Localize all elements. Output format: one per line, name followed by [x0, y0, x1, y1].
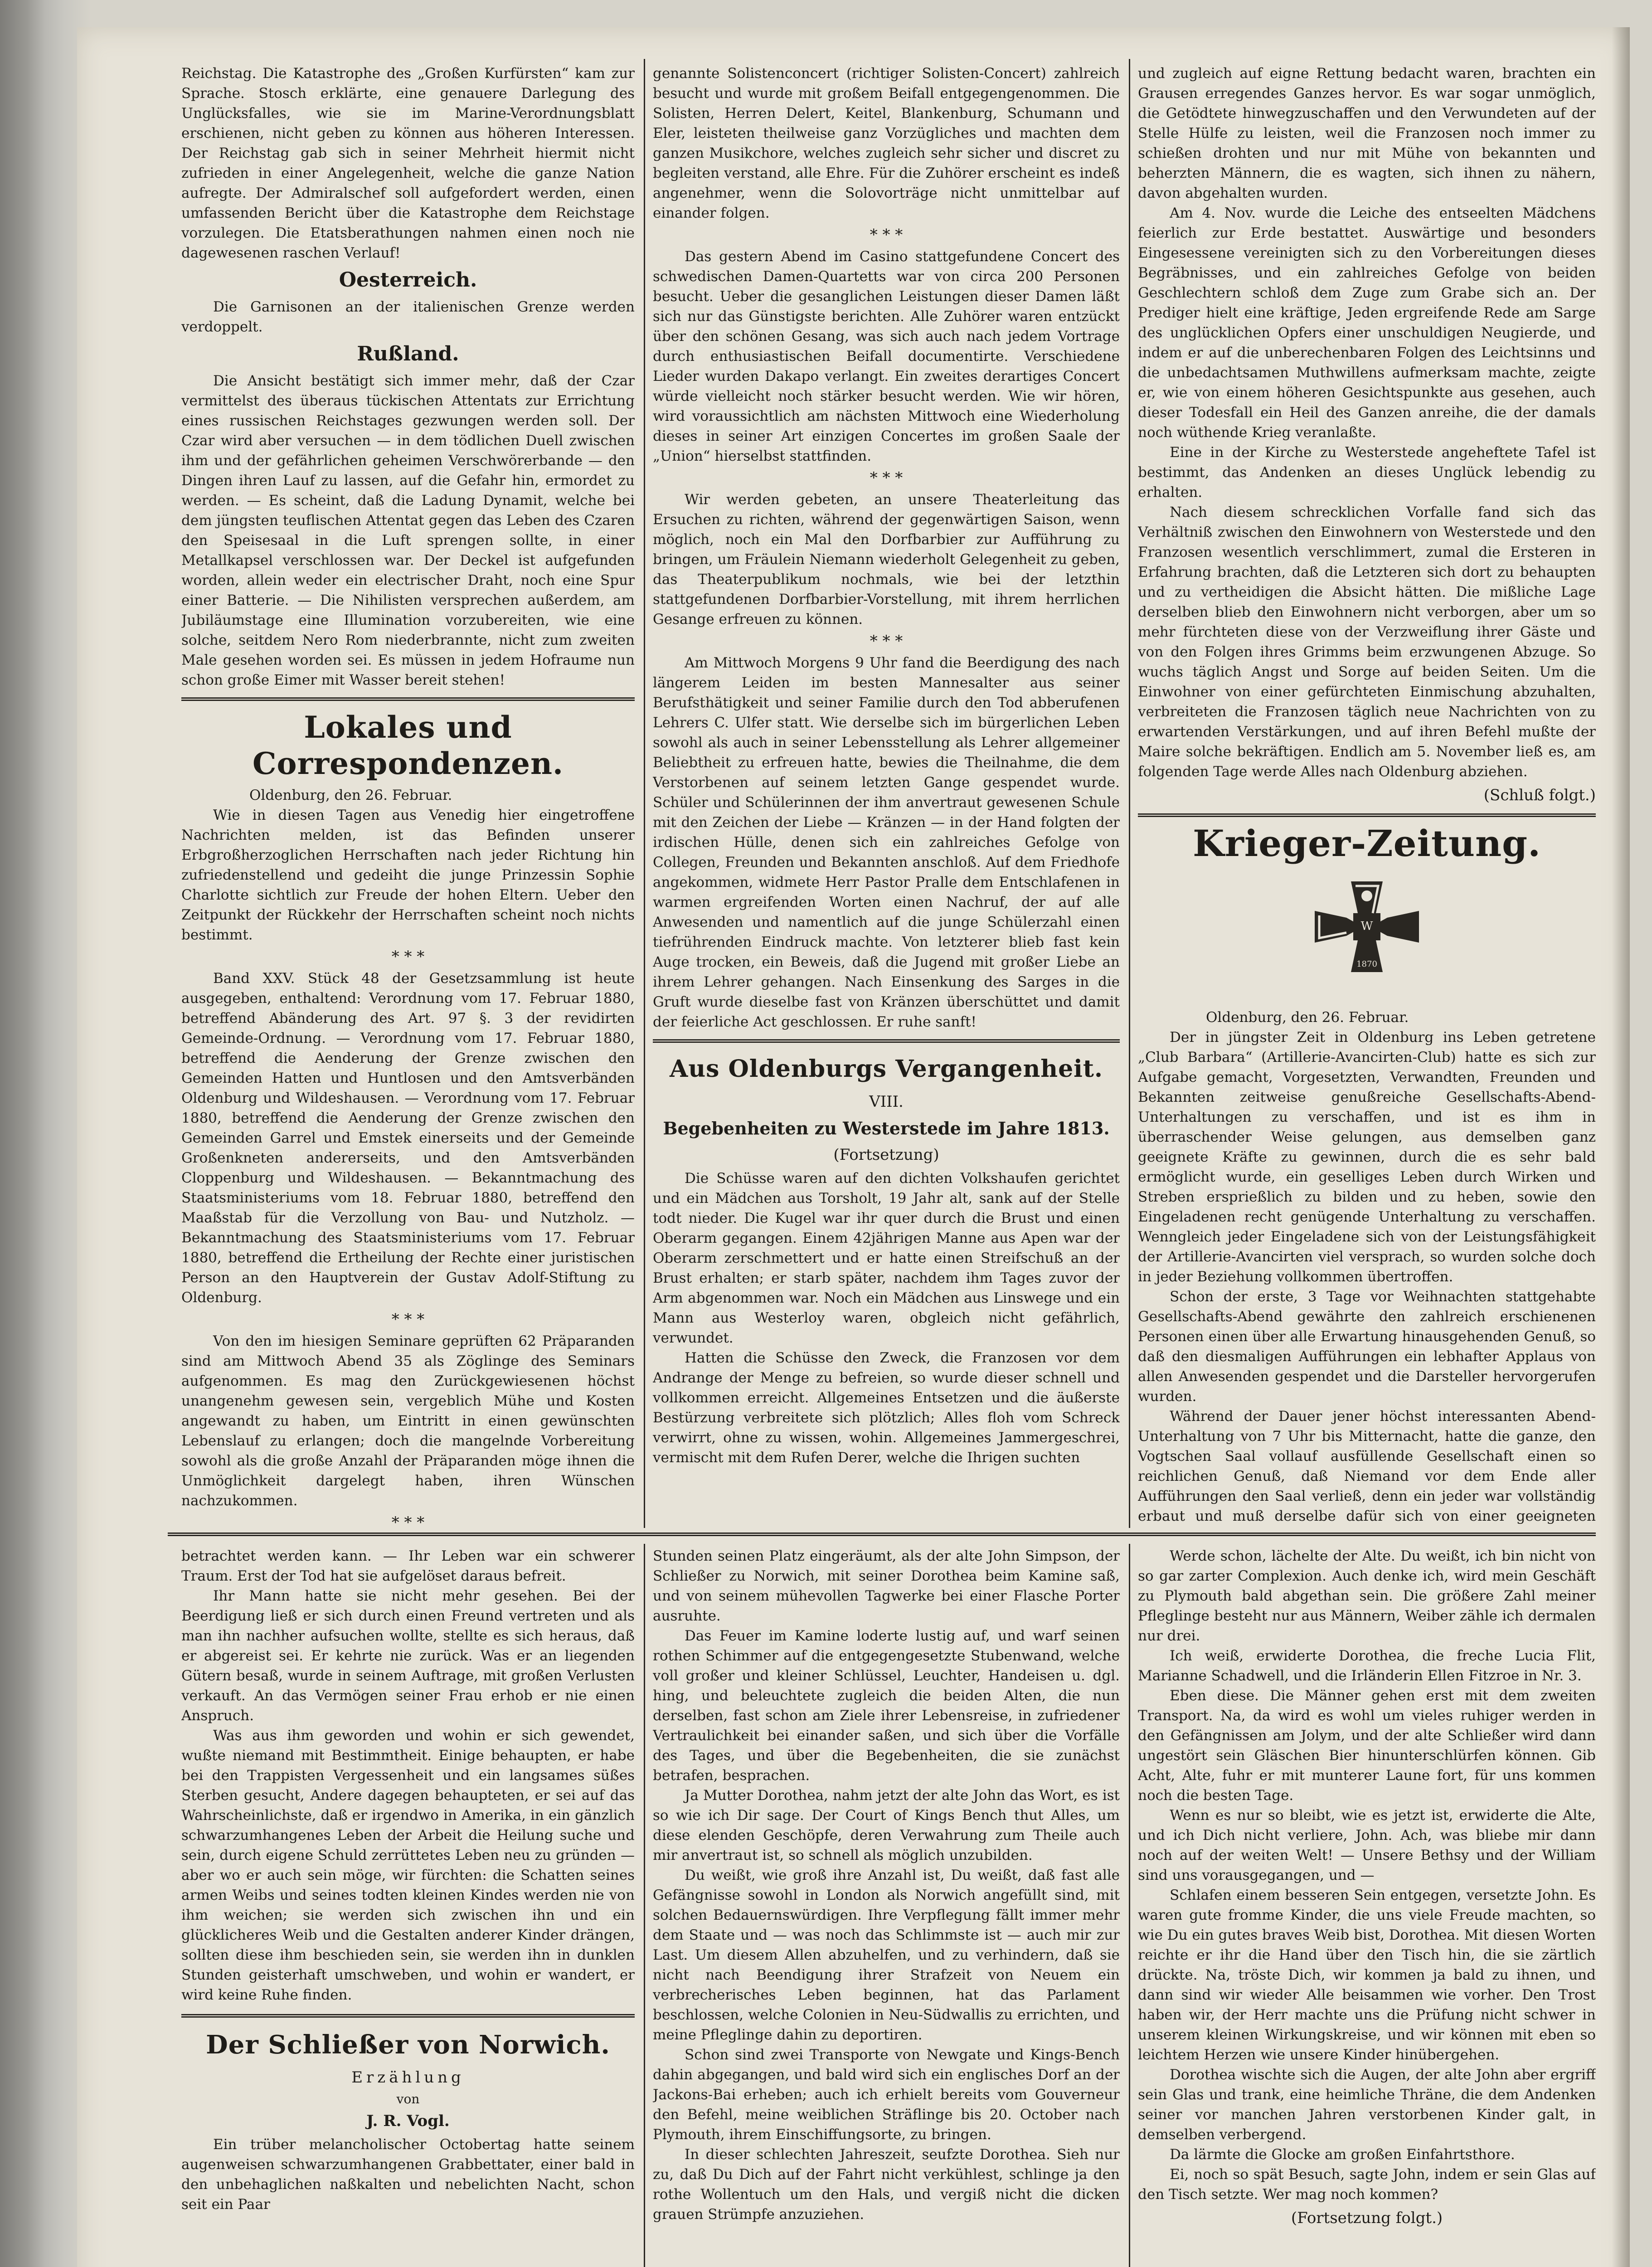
article-club-barbara: Der in jüngster Zeit in Oldenburg ins Leben getretene „Club Barbara“ (Artillerie-Avancirten-Club) hatte es sich zur Aufgabe gemacht, Vorgesetzten, Verwandten, Freunden und Bekannten zeitweise genußreiche Gesellschafts-Abend-Unterhaltungen zu verschaffen, und ist es ihm in überraschender Weise gelungen, aus demselben ganz geeignete Kräfte zu gewinnen, durch die es sehr bald ermöglicht wurde, ein geselliges Leben durch Wirken und Streben ersprießlich zu bilden und zu heben, sowie den Eingeladenen recht genügende Unterhaltung zu verschaffen. Wenngleich jeder Eingeladene sich von der Leistungsfähigkeit der Artillerie-Avancirten viel versprach, so wurden solche doch in jeder Beziehung vollkommen übertroffen.: [1138, 1029, 1596, 1285]
story-text-3: Das Feuer im Kamine loderte lustig auf, und warf seinen rothen Schimmer auf die entgegengesetzte Stubenwand, welche voll großer und kleiner Schlüssel, Leuchter, Handeisen u. dgl. hing, und beleuchtete zugleich die beiden Alten, die nun derselben, fast schon am Ziele ihrer Lebensreise, in zufriedener Vertraulichkeit bei einander saßen, und sich über die Vorfälle des Tages, und über die Begebenheiten, die sie zunächst betrafen, besprachen.: [653, 1628, 1120, 1784]
story-text-12: Schlafen einem besseren Sein entgegen, versetzte John. Es waren gute fromme Kinder, die uns viele Freude machten, so wie Du ein gutes braves Weib bist, Dorothea. Mit diesen Worten reichte er ihr die Hand über den Tisch hin, die sie zärtlich drückte. Na, tröste Dich, wir kommen ja bald zu ihnen, und dann sind wir wieder Alle beisammen wie vorher. Den Trost haben wir, der Herr machte uns die Prüfung nicht schwer in unserem kleinen Wirkungskreise, und wir können mit eben so leichtem Herzen wie unsere Kinder hinübergehen.: [1138, 1887, 1596, 2063]
article-quartett: Das gestern Abend im Casino stattgefundene Concert des schwedischen Damen-Quartetts war von circa 200 Personen besucht. Ueber die gesanglichen Leistungen dieser Damen läßt sich nur das Günstigste berichten. Alle Zuhörer waren entzückt über den schönen Gesang, was sich auch nach jedem Vortrage durch enthusiastischen Beifall documentirte. Verschiedene Lieder wurden Dakapo verlangt. Ein zweites derartiges Concert würde vielleicht noch stärker besucht werden. Wie wir hören, wird voraussichtlich am nächsten Mittwoch eine Wiederholung dieses in seiner Art einzigen Concertes im großen Saale der „Union“ hierselbst stattfinden.: [653, 248, 1120, 464]
article-westerstede-3: und zugleich auf eigne Rettung bedacht waren, brachten ein Grausen erregendes Ganzes hervor. Es war sogar unmöglich, die Getödtete hinwegzuschaffen und den Verwundeten auf der Stelle Hülfe zu leisten, weil die Franzosen noch immer zu schießen drohten und nur mit Mühe von bekannten und beherzten Männern, die es wagten, sich ihnen zu nähern, davon abgehalten wurden.: [1138, 65, 1596, 201]
story-text-1: Ein trüber melancholischer Octobertag hatte seinem augenweisen schwarzumhangenen Grabbettater, einer bald in den unbehaglichen naßkalten und nebelichten Nacht, schon seit ein Paar: [181, 2136, 635, 2213]
heading-krieger: Krieger-Zeitung.: [1193, 822, 1541, 865]
story-author: J. R. Vogl.: [366, 2112, 450, 2130]
article-gesetzsammlung: Band XXV. Stück 48 der Gesetzsammlung ist heute ausgegeben, enthaltend: Verordnung vom 17. Februar 1880, betreffend Abänderung des Art. 97 §. 3 der revidirten Gemeinde-Ordnung. — Verordnung vom 17. Februar 1880, betreffend die Aenderung der Grenze zwischen den Gemeinden Hatten und Huntlosen und den Amtsverbänden Oldenburg und Wildeshausen. — Verordnung vom 17. Februar 1880, betreffend die Aenderung der Grenze zwischen den Gemeinden Garrel und Emstek einerseits und der Gemeinde Großenkneten andererseits, und den Amtsverbänden Cloppenburg und Wildeshausen. — Bekanntmachung des Staatsministeriums vom 18. Februar 1880, betreffend den Maaßstab für die Verzollung von Bau- und Nutzholz. — Bekanntmachung des Staatsministeriums vom 17. Februar 1880, betreffend die Ertheilung der Rechte einer juristischen Person an den Hauptverein der Gustav Adolf-Stiftung zu Oldenburg.: [181, 970, 635, 1306]
story-text-8: Werde schon, lächelte der Alte. Du weißt, ich bin nicht von so gar zarter Complexion. Auch denke ich, wird mein Geschäft zu Plymouth bald abgethan sein. Die größere Zahl meiner Pfleglinge besteht nur aus Männern, Weiber zähle ich dermalen nur drei.: [1138, 1548, 1596, 1644]
separator-stars: * * *: [870, 469, 903, 487]
article-westerstede-4: Am 4. Nov. wurde die Leiche des entseelten Mädchens feierlich zur Erde bestattet. Auswärtige und besonders Eingesessene vereinigten sich zu den Vorbereitungen dieses Begräbnisses, und ein zahlreiches Gefolge von beiden Geschlechtern schloß dem Zuge zum Grabe sich an. Der Prediger hielt eine kräftige, Jeden ergreifende Rede am Sarge des unglücklichen Opfers einer unschuldigen Neugierde, und indem er auf die unberechenbaren Folgen des Leichtsinns und die unbedachtsamen Muthwillens aufmerksam machte, zeigte er, wie von einem höheren Gesichtspunkte aus gesehen, auch dieser Todesfall ein Heil des Ganzen anreihe, die der damals noch wüthende Krieg veranlaßte.: [1138, 205, 1596, 441]
separator-stars: * * *: [870, 632, 903, 650]
column-rule: [644, 1544, 645, 2267]
end-note: (Schluß folgt.): [1483, 786, 1596, 804]
heading-begebenheiten: Begebenheiten zu Westerstede im Jahre 1813.: [663, 1118, 1110, 1138]
column-2: [653, 63, 1120, 1528]
continuation-note: (Fortsetzung folgt.): [1291, 2209, 1443, 2227]
heading-oesterreich: Oesterreich.: [339, 268, 477, 292]
story-text-5: Du weißt, wie groß ihre Anzahl ist, Du weißt, daß fast alle Gefängnisse sowohl in London als Norwich angefüllt sind, mit solchen Bedauernswürdigen. Ihre Verpflegung fällt immer mehr dem Staate und — was noch das Schlimmste ist — auch mir zur Last. Um diesem Allen abzuhelfen, und zu verhindern, daß sie nicht nach Beendigung ihrer Strafzeit von Neuem ein verbrecherisches Leben beginnen, hat das Parlament beschlossen, welche Colonien in Neu-Südwallis zu errichten, und meine Pfleglinge dahin zu deportiren.: [653, 1867, 1120, 2043]
article-westerstede-1: Die Schüsse waren auf den dichten Volkshaufen gerichtet und ein Mädchen aus Torsholt, 19 Jahr alt, sank auf der Stelle todt nieder. Die Kugel war ihr quer durch die Brust und einen Oberarm gegangen. Einem 42jährigen Manne aus Apen war der Oberarm zerschmettert und er hatte einen Streifschuß an der Brust erhalten; er starb später, nachdem ihm Tages zuvor der Arm abgenommen war. Noch ein Mädchen aus Linswege und ein Mann aus Westerloy waren, obgleich nicht gefährlich, verwundet.: [653, 1170, 1120, 1346]
article-herrschaften: Wie in diesen Tagen aus Venedig hier eingetroffene Nachrichten melden, ist das Befinden unserer Erbgroßherzoglichen Herrschaften nach jeder Richtung hin zufriedenstellend und gedeiht die junge Prinzessin Sophie Charlotte sichtlich zur Freude der hohen Eltern. Ueber den Zeitpunkt der Rückkehr der Herrschaften scheint noch nichts bestimmt.: [181, 807, 635, 943]
heading-vergangenheit: Aus Oldenburgs Vergangenheit.: [669, 1055, 1103, 1083]
article-westerstede-6: Nach diesem schrecklichen Vorfalle fand sich das Verhältniß zwischen den Einwohnern von Westerstede und den Franzosen wesentlich verschlimmert, zumal die Ersteren in Erfahrung brachten, daß die Letzteren sich dort zu behaupten und zu vertheidigen die Absicht hätten. Die mißliche Lage derselben blieb den Einwohnern nicht verborgen, aber um so mehr fürchteten diese von der Verzweiflung ihrer Gäste und von den Folgen ihres Grimms beim erzwungenen Abzuge. So wuchs täglich Angst und Sorge auf beiden Seiten. Um die Einwohner von einer gefürchteten Einmischung abzuhalten, verbreiteten die Franzosen täglich neue Nachrichten von zu erwartenden Verstärkungen, und auf ihren Befehl mußte der Maire solche bekräftigen. Endlich am 5. November ließ es, am folgenden Tage werde Alles nach Oldenburg abziehen.: [1138, 504, 1596, 780]
story-text-7: In dieser schlechten Jahreszeit, seufzte Dorothea. Sieh nur zu, daß Du Dich auf der Fahrt nicht verkühlest, schlinge ja den rothe Wollentuch um den Hals, und vergiß nicht die dicken grauen Strümpfe anzuziehen.: [653, 2146, 1120, 2223]
section-rule: [181, 2014, 635, 2018]
part-number: VIII.: [869, 1093, 904, 1111]
story-text-14: Da lärmte die Glocke am großen Einfahrtsthore.: [1170, 2146, 1515, 2163]
feuilleton-column-2: [653, 1546, 1120, 2267]
story-prev-1: betrachtet werden kann. — Ihr Leben war ein schwerer Traum. Erst der Tod hat sie aufgelöset daraus befreit.: [181, 1548, 635, 1584]
page-edge-shadow: [1612, 27, 1630, 2267]
column-3: [1138, 63, 1596, 1528]
story-text-13: Dorothea wischte sich die Augen, der alte John aber ergriff sein Glas und trank, eine heimliche Thräne, die dem Andenken seiner vor manchen Jahren verstorbenen Kinder galt, in demselben verbergend.: [1138, 2067, 1596, 2143]
iron-cross-icon: [1308, 868, 1426, 1004]
section-rule: [1138, 813, 1596, 817]
column-rule: [1129, 1544, 1130, 2267]
article-dorfbarbier: Wir werden gebeten, an unsere Theaterleitung das Ersuchen zu richten, während der gegenwärtigen Saison, wenn möglich, noch ein Mal den Dorfbarbier zur Aufführung zu bringen, um Fräulein Niemann wiederholt Gelegenheit zu geben, das Theaterpublikum nochmals, wie bei der letzthin stattgefundenen Dorfbarbier-Vorstellung, mit ihrem herrlichen Gesange erfreuen zu können.: [653, 491, 1120, 628]
article-oesterreich: Die Garnisonen an der italienischen Grenze werden verdoppelt.: [181, 299, 635, 335]
article-beerdigung: Am Mittwoch Morgens 9 Uhr fand die Beerdigung des nach längerem Leiden im besten Mannesalter aus seiner Berufsthätigkeit und seiner Familie durch den Tod abberufenen Lehrers C. Ulfer statt. Wie derselbe sich im bürgerlichen Leben sowohl als auch in seiner Lebensstellung als Lehrer allgemeiner Beliebtheit zu erfreuen hatte, bewies die Theilnahme, die dem Verstorbenen auf seinem letzten Gange gespendet wurde. Schüler und Schülerinnen der ihm anvertraut gewesenen Schule mit den Zeichen der Liebe — Kränzen — in der Hand folgten der irdischen Hülle, denen sich ein zahlreiches Gefolge von Collegen, Freunden und Bekannten anschloß. Auf dem Friedhofe angekommen, widmete Herr Pastor Pralle dem Entschlafenen in warmen ergreifenden Worten einen Nachruf, der auf alle Anwesenden und namentlich auf die junge Schülerzahl einen tiefrührenden Eindruck machte. Von letzterer blieb fast kein Auge trocken, ein Beweis, daß die Jugend mit großer Liebe an ihrem Lehrer gehangen. Nach Einsenkung des Sarges in die Gruft wurde dieselbe fast von Kränzen überschüttet und damit der feierliche Act geschlossen. Er ruhe sanft!: [653, 655, 1120, 1030]
story-by: von: [396, 2092, 420, 2106]
separator-stars: * * *: [391, 948, 425, 966]
story-text-6: Schon sind zwei Transporte von Newgate und Kings-Bench dahin abgegangen, und bald wird sich ein englisches Dorf an der Jackons-Bai erheben; auch ich erhielt bereits vom Gouverneur den Befehl, meine weiblichen Sträflinge bis 20. October nach Plymouth, ihrem Einschiffungsorte, zu bringen.: [653, 2047, 1120, 2143]
separator-stars: * * *: [870, 226, 903, 244]
dateline: Oldenburg, den 26. Februar.: [1206, 1009, 1409, 1026]
svg-text:W: W: [1360, 919, 1373, 933]
article-praeparanden: Von den im hiesigen Seminare geprüften 62 Präparanden sind am Mittwoch Abend 35 als Zöglinge des Seminars aufgenommen. Es mag den Zurückgewiesenen höchst unangenehm gewesen sein, vergeblich Mühe und Kosten angewandt zu haben, um Eintritt in einen gewünschten Lebenslauf zu erlangen; doch die mangelnde Vorbereitung sowohl als die große Anzahl der Präparanden möge ihnen die Unmöglichkeit dargelegt haben, ihren Wünschen nachzukommen.: [181, 1333, 635, 1509]
svg-text:1870: 1870: [1356, 959, 1377, 969]
dateline: Oldenburg, den 26. Februar.: [249, 787, 452, 803]
section-divider: [168, 1532, 1596, 1536]
heading-russland: Rußland.: [357, 342, 459, 365]
separator-stars: * * *: [391, 1310, 425, 1328]
story-prev-3: Was aus ihm geworden und wohin er sich gewendet, wußte niemand mit Bestimmtheit. Einige behaupten, er habe bei den Trappisten Vergessenheit und ein langsames süßes Sterben gesucht, Andere dagegen behaupteten, er sei auf das Wahrscheinlichste, daß er irgendwo in Amerika, in ein gänzlich schwarzumhangenes Leben der Arbeit die Heilung suche und sein, durch eigene Schuld zerrüttetes Leben neu zu gründen — aber wo er auch sein möge, wir fürchten: die Schatten seines armen Weibs und seines todten kleinen Kindes werden nie von ihm weichen; sie werden sich zwischen ihn und ein glücklicheres Weib und die Gestalten anderer Kinder drängen, sollten diese ihm beschieden sein, sie werden ihn in dunklen Stunden geisterhaft umschweben, und wohin er wandert, er wird keine Ruhe finden.: [181, 1727, 635, 2003]
heading-lokales: Lokales und Correspondenzen.: [253, 710, 564, 781]
feuilleton-column-3: [1138, 1546, 1596, 2267]
continuation-note: (Fortsetzung): [833, 1146, 939, 1164]
story-text-9: Ich weiß, erwiderte Dorothea, die freche Lucia Flit, Marianne Schadwell, und die Irländerin Ellen Fitzroe in Nr. 3.: [1138, 1648, 1596, 1684]
story-text-10: Eben diese. Die Männer gehen erst mit dem zweiten Transport. Na, da wird es wohl um vieles ruhiger werden in den Gefängnissen am Jolym, und der alte Schließer wird dann ungestört sein Gläschen Bier hinunterschlürfen können. Gib Acht, Alte, fuhr er mit munterer Laune fort, für uns kommen noch die besten Tage.: [1138, 1688, 1596, 1804]
section-rule: [181, 697, 635, 701]
story-text-4: Ja Mutter Dorothea, nahm jetzt der alte John das Wort, es ist so wie ich Dir sage. Der Court of Kings Bench thut Alles, um diese elenden Geschöpfe, deren Verwahrung zum Theile auch mir anvertraut ist, so schnell als möglich unzubilden.: [653, 1787, 1120, 1863]
story-text-15: Ei, noch so spät Besuch, sagte John, indem er sein Glas auf den Tisch setzte. Wer mag noch kommen?: [1138, 2166, 1596, 2203]
story-prev-2: Ihr Mann hatte sie nicht mehr gesehen. Bei der Beerdigung ließ er sich durch einen Freund vertreten und als man ihn nachher aufsuchen wollte, stellte es sich heraus, daß er abgereist sei. Er kehrte nie zurück. Was er an liegenden Gütern besaß, wurde in seinem Auftrage, mit großen Verlusten verkauft. An das Vermögen seiner Frau erhob er nie einen Anspruch.: [181, 1588, 635, 1724]
article-abendunterhaltung: Während der Dauer jener höchst interessanten Abend-Unterhaltung von 7 Uhr bis Mitternacht, hatte die ganze, den Vogtschen Saal vollauf ausfüllende Gesellschaft einen so reichlichen Genuß, daß Niemand vor dem Ende aller Aufführungen den Saal verließ, denn ein jeder war vollständig erbaut und muß derselbe dafür sich von einer geeigneten: [1138, 1408, 1596, 1524]
article-westerstede-5: Eine in der Kirche zu Westerstede angeheftete Tafel ist bestimmt, das Andenken an dieses Unglück lebendig zu erhalten.: [1138, 444, 1596, 501]
article-westerstede-2: Hatten die Schüsse den Zweck, die Franzosen vor dem Andrange der Menge zu befreien, so wurde dieser schnell und vollkommen erreicht. Allgemeines Entsetzen und die äußerste Bestürzung verbreitete sich plötzlich; Alles floh vom Schreck verwirrt, ohne zu wissen, wohin. Allgemeines Jammergeschrei, vermischt mit dem Rufen Derer, welche die Ihrigen suchten: [653, 1350, 1120, 1466]
story-text-11: Wenn es nur so bleibt, wie es jetzt ist, erwiderte die Alte, und ich Dich nicht verliere, John. Ach, was bliebe mir dann noch auf der weiten Welt! — Unsere Bethsy und der William sind uns vorausgegangen, und —: [1138, 1807, 1596, 1883]
column-rule: [1129, 59, 1130, 1528]
heading-schliesser: Der Schließer von Norwich.: [206, 2030, 610, 2060]
separator-stars: * * *: [391, 1513, 425, 1528]
column-rule: [644, 59, 645, 1528]
article-reichstag: Reichstag. Die Katastrophe des „Großen Kurfürsten“ kam zur Sprache. Stosch erklärte, eine genauere Darlegung des Unglücksfalles, wie sie im Marine-Verordnungsblatt erschienen, nicht geben zu können aus höheren Interessen. Der Reichstag gab sich in seiner Mehrheit hiermit nicht zufrieden in einer Angelegenheit, welche die ganze Nation aufregte. Der Admiralschef soll aufgefordert werden, einen umfassenden Bericht über die Katastrophe dem Reichstage vorzulegen. Die Etatsberathungen nahmen einen noch nie dagewesenen raschen Verlauf!: [181, 65, 635, 261]
article-solisten: genannte Solistenconcert (richtiger Solisten-Concert) zahlreich besucht und wurde mit großem Beifall entgegengenommen. Die Solisten, Herren Delert, Keitel, Blankenburg, Schumann und Eler, leisteten theilweise ganz Vorzügliches und machten dem ganzen Musikchore, welches zugleich sehr sicher und discret zu begleiten verstand, alle Ehre. Für die Zuhörer erscheint es indeß angenehmer, wenn die Solovorträge nicht unmittelbar auf einander folgen.: [653, 65, 1120, 221]
article-russland: Die Ansicht bestätigt sich immer mehr, daß der Czar vermittelst des überaus tückischen Attentats zur Errichtung eines russischen Reichstages gezwungen werden soll. Der Czar wird aber versuchen — in dem tödlichen Duell zwischen ihm und der gefährlichen geheimen Verschwörerbande — den Dingen ihren Lauf zu lassen, auf die Gefahr hin, ermordet zu werden. — Es scheint, daß die Ladung Dynamit, welche bei dem jüngsten teuflischen Attentat gegen das Leben des Czaren den Speisesaal in die Luft sprengen sollte, in einer Metallkapsel verschlossen war. Der Deckel ist aufgefunden worden, allein weder ein electrischer Draht, noch eine Spur einer Batterie. — Die Nihilisten versprechen außerdem, am Jubiläumstage eine Illumination vorzubereiten, wie eine solche, seitdem Nero Rom niederbrannte, nicht zum zweiten Male gesehen worden sei. Es müssen in jedem Hofraume nun schon große Eimer mit Wasser bereit stehen!: [181, 373, 635, 688]
section-rule: [653, 1039, 1120, 1043]
newspaper-page: [77, 27, 1630, 2267]
story-genre: Erzählung: [351, 2068, 465, 2087]
story-text-2: Stunden seinen Platz eingeräumt, als der alte John Simpson, der Schließer zu Norwich, mit seiner Dorothea beim Kamine saß, und von seinem mühevollen Tagwerke bei einer Flasche Porter ausruhte.: [653, 1548, 1120, 1624]
feuilleton-column-1: [181, 1546, 635, 2267]
column-1: [181, 63, 635, 1528]
article-gesellschaftsabend: Schon der erste, 3 Tage vor Weihnachten stattgehabte Gesellschafts-Abend gewährte den zahlreich erschienenen Personen einen über alle Erwartung hinausgehenden Genuß, so daß den diesmaligen Aufführungen ein lebhafter Applaus von allen Anwesenden gespendet und die Darsteller hervorgerufen wurden.: [1138, 1289, 1596, 1405]
